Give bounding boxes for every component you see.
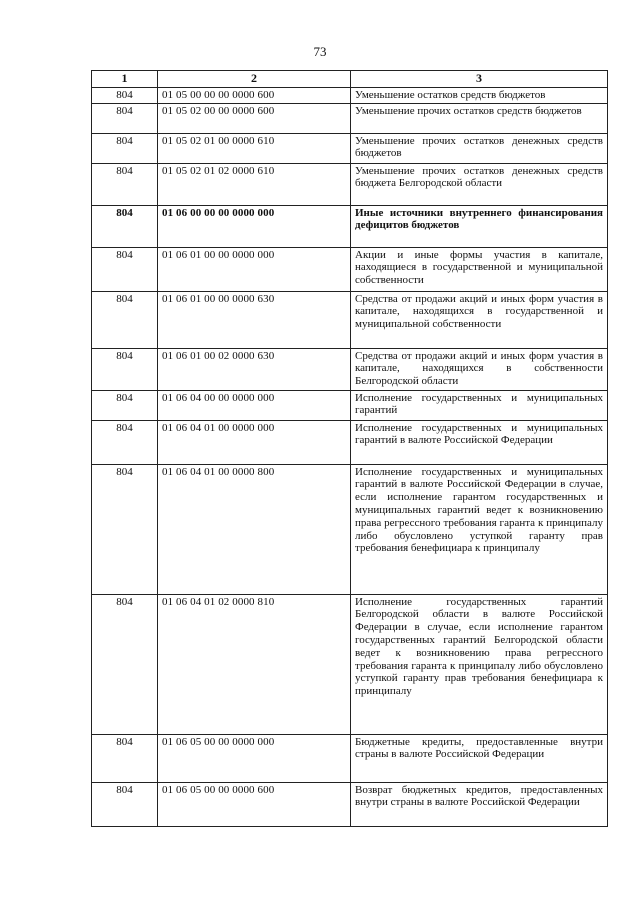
classification-code-cell: 01 06 01 00 00 0000 000 [158,247,351,291]
table-row [92,390,608,420]
admin-code-cell: 804 [92,103,158,133]
admin-code-cell: 804 [92,87,158,103]
description-cell: Бюджетные кредиты, предоставленные внутри страны в валюте Российской Федерации [351,734,608,782]
admin-code-cell: 804 [92,133,158,163]
admin-code-cell: 804 [92,163,158,205]
table-row [92,594,608,734]
description-cell: Акции и иные формы участия в капитале, находящиеся в государственной и муниципальной собственности [351,247,608,291]
table-row [92,782,608,826]
classification-code-cell: 01 05 00 00 00 0000 600 [158,87,351,103]
classification-code-cell: 01 06 04 01 00 0000 000 [158,420,351,464]
description-cell: Исполнение государственных и муниципальных гарантий [351,390,608,420]
column-header-2: 2 [158,71,351,88]
classification-code-cell: 01 06 04 01 00 0000 800 [158,464,351,594]
classification-code-cell: 01 05 02 01 00 0000 610 [158,133,351,163]
classification-code-cell: 01 06 01 00 00 0000 630 [158,291,351,348]
description-cell: Средства от продажи акций и иных форм участия в капитале, находящихся в собственности Белгородской области [351,348,608,390]
classification-code-cell: 01 06 00 00 00 0000 000 [158,205,351,247]
table-row [92,734,608,782]
classification-code-cell: 01 06 05 00 00 0000 000 [158,734,351,782]
classification-code-cell: 01 05 02 01 02 0000 610 [158,163,351,205]
admin-code-cell: 804 [92,348,158,390]
table-row [92,163,608,205]
table-row [92,87,608,103]
table-row [92,103,608,133]
table-row [92,133,608,163]
page-number: 73 [313,44,327,59]
description-cell: Возврат бюджетных кредитов, предоставленных внутри страны в валюте Российской Федерации [351,782,608,826]
classification-code-cell: 01 06 01 00 02 0000 630 [158,348,351,390]
table-row [92,464,608,594]
description-cell: Исполнение государственных и муниципальных гарантий в валюте Российской Федерации [351,420,608,464]
classification-code-cell: 01 06 04 00 00 0000 000 [158,390,351,420]
admin-code-cell: 804 [92,782,158,826]
description-cell: Иные источники внутреннего финансирования дефицитов бюджетов [351,205,608,247]
classification-code-cell: 01 06 04 01 02 0000 810 [158,594,351,734]
column-header-1: 1 [92,71,158,88]
admin-code-cell: 804 [92,291,158,348]
table-header-row [92,71,608,88]
budget-sources-table [91,70,608,827]
admin-code-cell: 804 [92,464,158,594]
table-row [92,348,608,390]
admin-code-cell: 804 [92,247,158,291]
description-cell: Уменьшение прочих остатков денежных средств бюджета Белгородской области [351,163,608,205]
admin-code-cell: 804 [92,420,158,464]
table-row [92,291,608,348]
classification-code-cell: 01 05 02 00 00 0000 600 [158,103,351,133]
table-row [92,420,608,464]
description-cell: Средства от продажи акций и иных форм участия в капитале, находящихся в государственной и муниципальной собственности [351,291,608,348]
classification-code-cell: 01 06 05 00 00 0000 600 [158,782,351,826]
description-cell: Исполнение государственных гарантий Белгородской области в валюте Российской Федерации в случае, если исполнение гарантом государственных гарантий Белгородской области ведет к возникновению права регрессного требования гаранта к принципалу либо обусловлено уступкой гаранту прав требования бенефициара к принципалу [351,594,608,734]
admin-code-cell: 804 [92,205,158,247]
description-cell: Уменьшение прочих остатков денежных средств бюджетов [351,133,608,163]
table-row [92,247,608,291]
column-header-3: 3 [351,71,608,88]
admin-code-cell: 804 [92,594,158,734]
description-cell: Уменьшение остатков средств бюджетов [351,87,608,103]
admin-code-cell: 804 [92,734,158,782]
description-cell: Исполнение государственных и муниципальных гарантий в валюте Российской Федерации в случае, если исполнение гарантом государственных и муниципальных гарантий ведет к возникновению права регрессного требования гаранта к принципалу либо обусловлено уступкой гаранту прав требования бенефициара к принципалу [351,464,608,594]
admin-code-cell: 804 [92,390,158,420]
table-body [92,87,608,826]
table-row [92,205,608,247]
description-cell: Уменьшение прочих остатков средств бюджетов [351,103,608,133]
